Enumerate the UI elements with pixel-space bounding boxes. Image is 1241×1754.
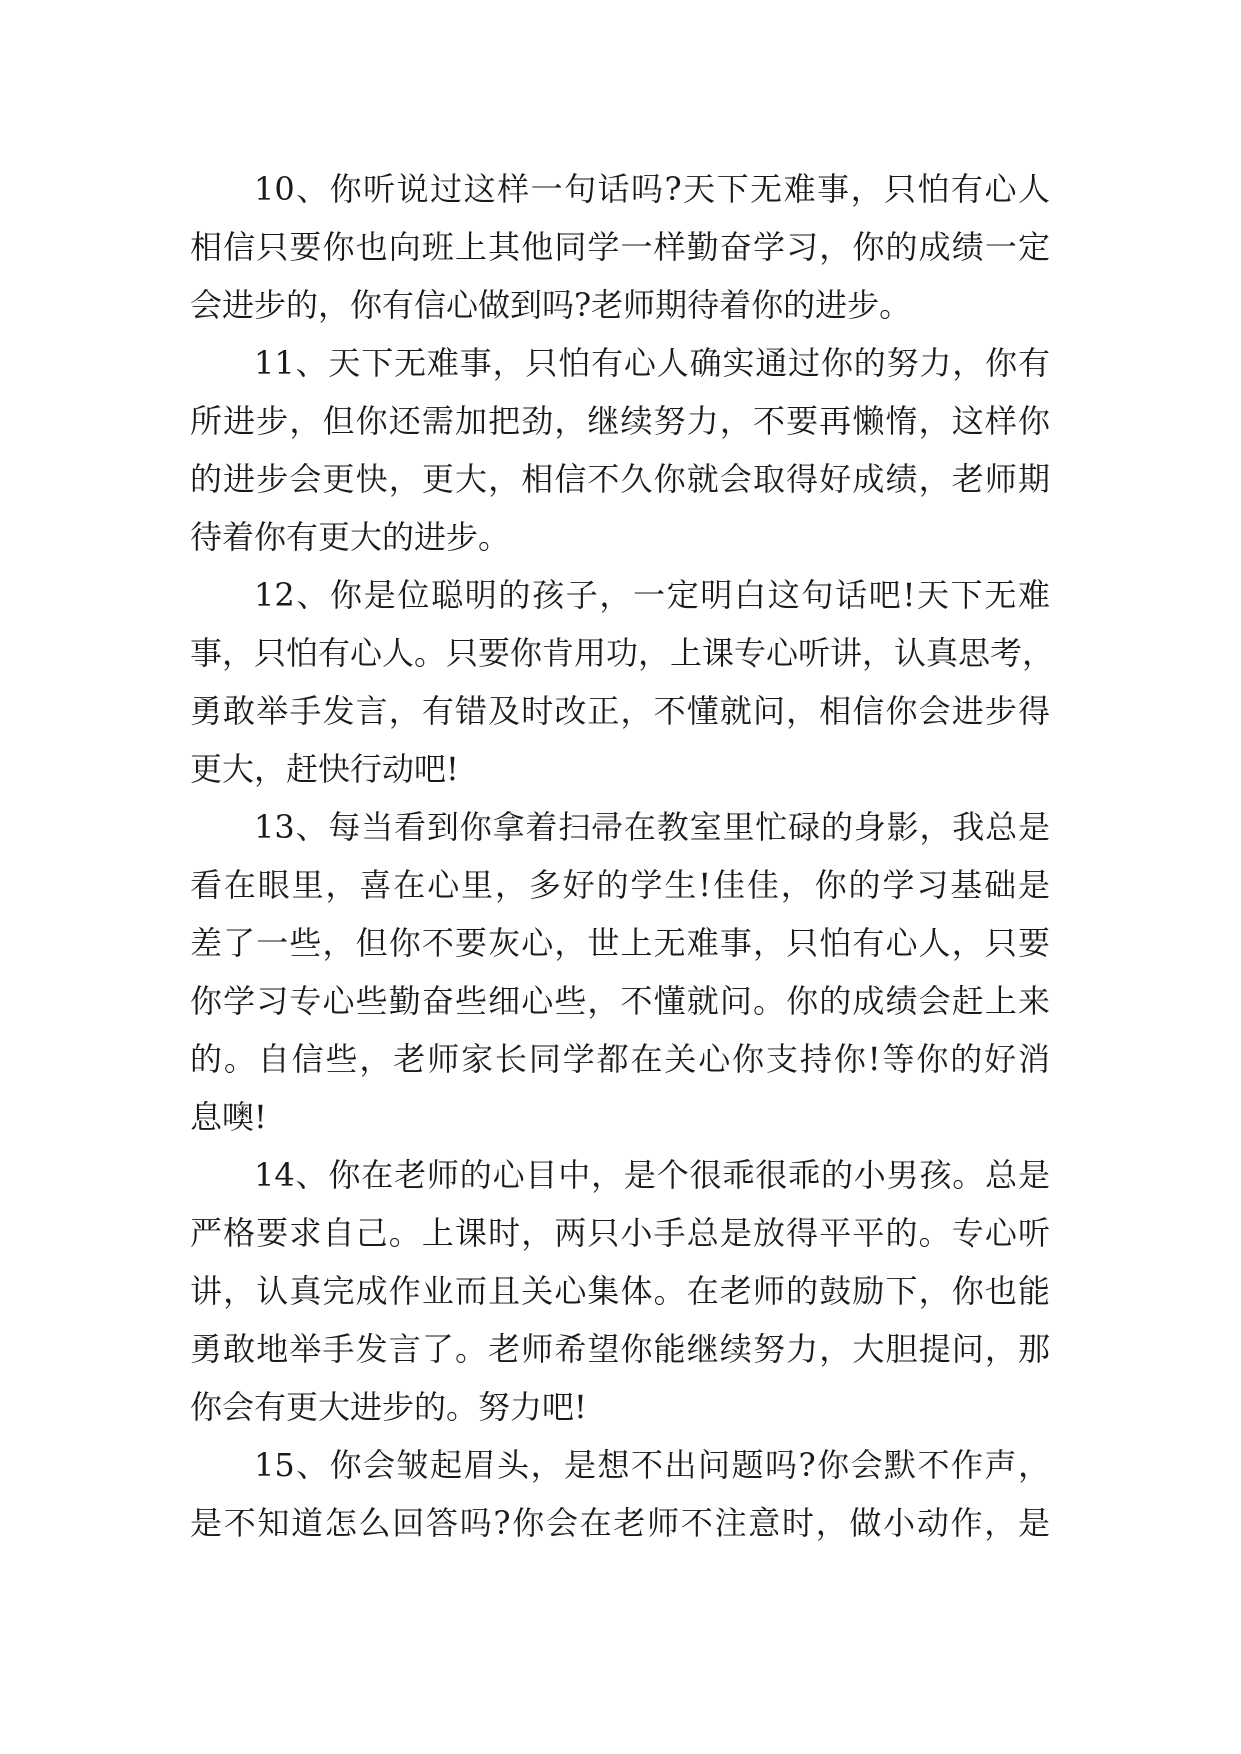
text-line: 差了一些，但你不要灰心，世上无难事，只怕有心人，只要 (190, 924, 1050, 962)
text-line: 严格要求自己。上课时，两只小手总是放得平平的。专心听 (190, 1214, 1050, 1252)
text-line: 你会有更大进步的。努力吧! (190, 1388, 587, 1426)
text-line: 待着你有更大的进步。 (190, 518, 511, 556)
text-line: 15、你会皱起眉头，是想不出问题吗?你会默不作声， (254, 1446, 1050, 1484)
text-line: 13、每当看到你拿着扫帚在教室里忙碌的身影，我总是 (254, 808, 1050, 846)
text-line: 12、你是位聪明的孩子，一定明白这句话吧!天下无难 (254, 576, 1050, 614)
text-line: 息噢! (190, 1098, 267, 1136)
paragraph-13 (190, 798, 1050, 1146)
text-line: 是不知道怎么回答吗?你会在老师不注意时，做小动作，是 (190, 1504, 1050, 1542)
paragraph-12 (190, 566, 1055, 798)
text-line: 10、你听说过这样一句话吗?天下无难事，只怕有心人 (254, 170, 1050, 208)
paragraph-10 (190, 160, 1050, 334)
paragraph-15 (190, 1436, 1050, 1552)
text-line: 14、你在老师的心目中，是个很乖很乖的小男孩。总是 (254, 1156, 1050, 1194)
document-body (190, 160, 1055, 1552)
text-line: 更大，赶快行动吧! (190, 750, 459, 788)
text-line: 勇敢举手发言，有错及时改正，不懂就问，相信你会进步得 (190, 692, 1050, 730)
text-line: 讲，认真完成作业而且关心集体。在老师的鼓励下，你也能 (190, 1272, 1050, 1310)
text-line: 的进步会更快，更大，相信不久你就会取得好成绩，老师期 (190, 460, 1050, 498)
text-line: 勇敢地举手发言了。老师希望你能继续努力，大胆提问，那 (190, 1330, 1050, 1368)
paragraph-14 (190, 1146, 1050, 1436)
text-line: 的。自信些，老师家长同学都在关心你支持你!等你的好消 (190, 1040, 1050, 1078)
text-line: 看在眼里，喜在心里，多好的学生!佳佳，你的学习基础是 (190, 866, 1050, 904)
text-line: 所进步，但你还需加把劲，继续努力，不要再懒惰，这样你 (190, 402, 1050, 440)
text-line: 会进步的，你有信心做到吗?老师期待着你的进步。 (190, 286, 912, 324)
text-line: 事，只怕有心人。只要你肯用功，上课专心听讲，认真思考， (190, 634, 1055, 672)
text-line: 11、天下无难事，只怕有心人确实通过你的努力，你有 (254, 344, 1050, 382)
text-line: 你学习专心些勤奋些细心些，不懂就问。你的成绩会赶上来 (190, 982, 1050, 1020)
text-line: 相信只要你也向班上其他同学一样勤奋学习，你的成绩一定 (190, 228, 1050, 266)
paragraph-11 (190, 334, 1050, 566)
